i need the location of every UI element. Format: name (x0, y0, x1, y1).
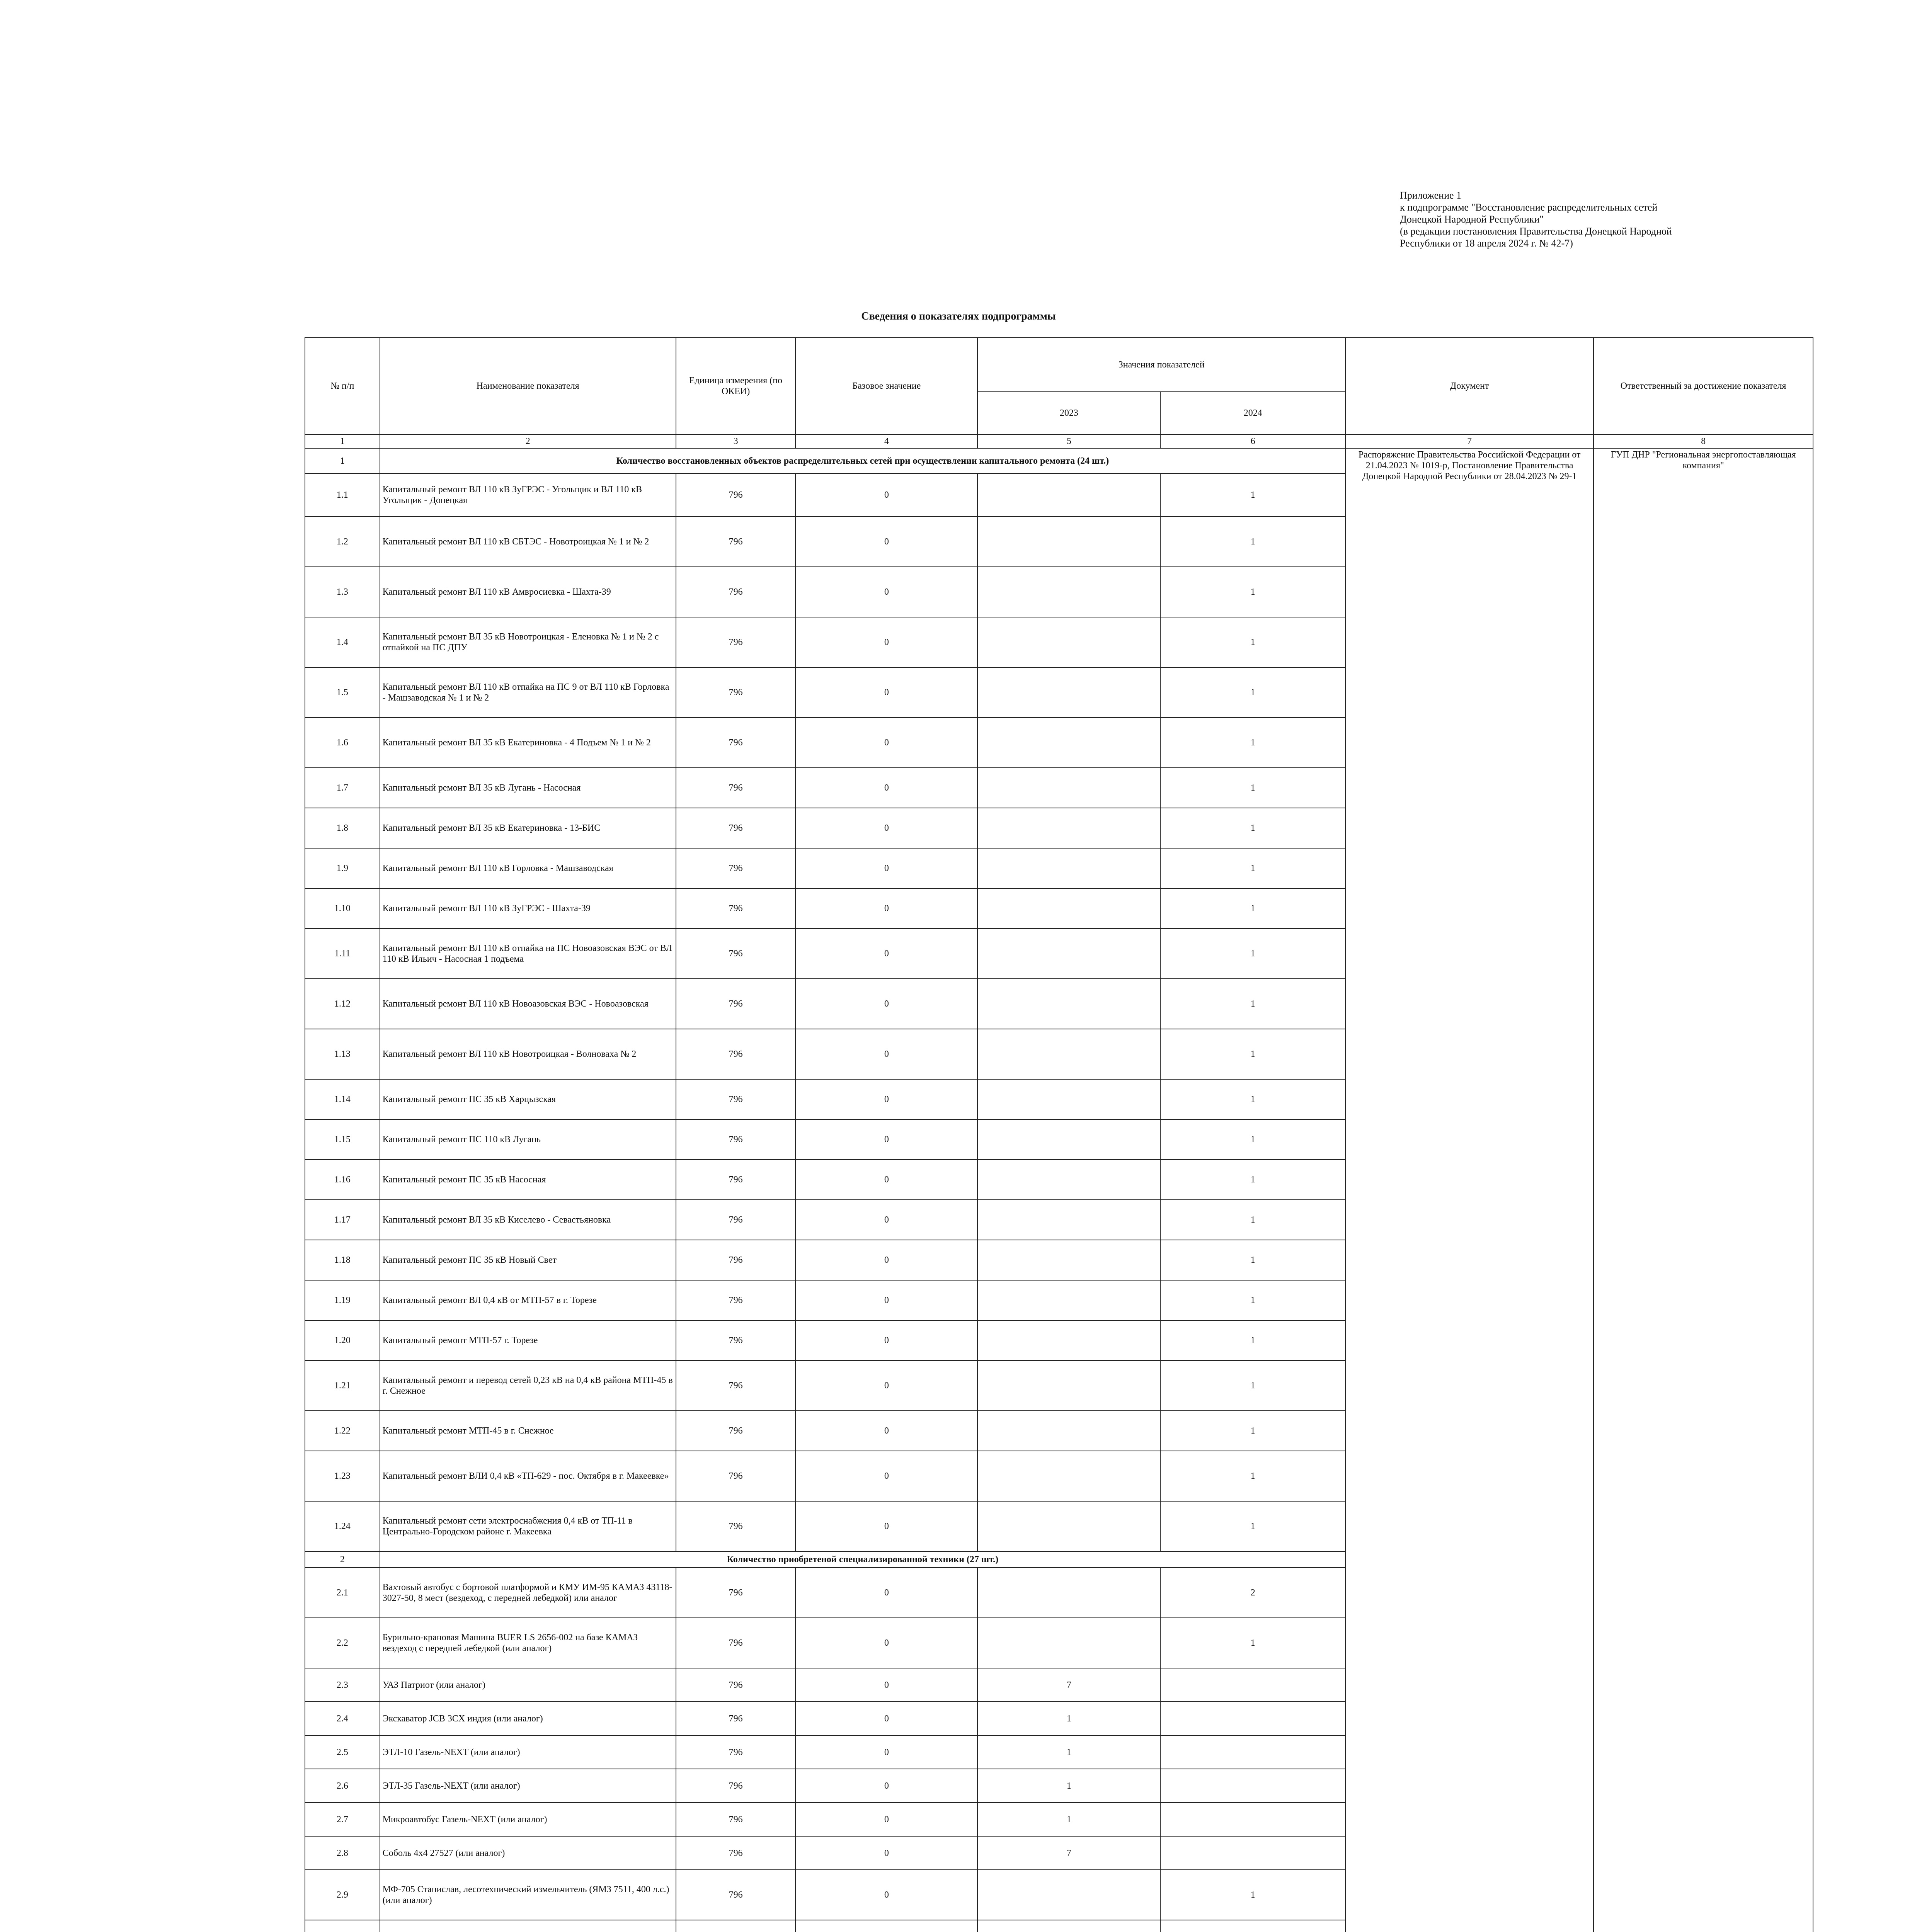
base-value: 0 (795, 888, 977, 929)
value-2023 (977, 1280, 1160, 1320)
value-2023: 7 (977, 1668, 1160, 1702)
unit-code: 796 (676, 888, 796, 929)
row-number: 1.10 (305, 888, 380, 929)
value-2023: 1 (977, 1702, 1160, 1735)
row-number: 1.9 (305, 848, 380, 888)
header-base: Базовое значение (795, 338, 977, 434)
base-value: 0 (795, 517, 977, 567)
unit-code: 796 (676, 1702, 796, 1735)
value-2024: 1 (1160, 1320, 1345, 1361)
value-2023 (977, 1618, 1160, 1668)
unit-code: 796 (676, 1836, 796, 1870)
value-2023 (977, 979, 1160, 1029)
indicator-name: Капитальный ремонт ПС 35 кВ Новый Свет (380, 1240, 676, 1280)
value-2024 (1160, 1735, 1345, 1769)
base-value: 0 (795, 1361, 977, 1411)
value-2024: 1 (1160, 1361, 1345, 1411)
value-2024: 1 (1160, 1240, 1345, 1280)
value-2023 (977, 1870, 1160, 1920)
appendix-line: Донецкой Народной Республики" (1400, 214, 1544, 225)
row-number: 1.5 (305, 667, 380, 718)
value-2024 (1160, 1702, 1345, 1735)
base-value: 0 (795, 1769, 977, 1803)
unit-code: 796 (676, 1240, 796, 1280)
section-title: Количество восстановленных объектов распределительных сетей при осуществлении капитального ремонта (24 шт.) (380, 448, 1345, 473)
value-2024: 2 (1160, 1568, 1345, 1618)
base-value: 0 (795, 929, 977, 979)
value-2023 (977, 1079, 1160, 1119)
value-2024: 1 (1160, 667, 1345, 718)
indicator-name: Капитальный ремонт ВЛ 0,4 кВ от МТП-57 в г. Торезе (380, 1280, 676, 1320)
base-value: 0 (795, 979, 977, 1029)
indicator-name: Бурильно-крановая Машина BUER LS 2656-002 на базе КАМАЗ вездеход с передней лебедкой (или аналог) (380, 1618, 676, 1668)
value-2023 (977, 617, 1160, 667)
row-number: 1.20 (305, 1320, 380, 1361)
row-number: 1.21 (305, 1361, 380, 1411)
unit-code: 796 (676, 1735, 796, 1769)
unit-code: 796 (676, 768, 796, 808)
section-number: 2 (305, 1551, 380, 1568)
base-value: 0 (795, 617, 977, 667)
unit-code (676, 1920, 796, 1932)
column-number: 7 (1345, 434, 1594, 448)
value-2023 (977, 808, 1160, 848)
row-number (305, 1920, 380, 1932)
row-number: 2.5 (305, 1735, 380, 1769)
row-number: 1.1 (305, 473, 380, 517)
value-2023 (977, 1361, 1160, 1411)
header-unit: Единица измерения (по ОКЕИ) (676, 338, 796, 434)
base-value: 0 (795, 848, 977, 888)
row-number: 2.8 (305, 1836, 380, 1870)
value-2024: 1 (1160, 617, 1345, 667)
row-number: 1.12 (305, 979, 380, 1029)
value-2023 (977, 1568, 1160, 1618)
column-number: 4 (795, 434, 977, 448)
base-value: 0 (795, 1870, 977, 1920)
value-2023 (977, 1501, 1160, 1551)
row-number: 1.17 (305, 1200, 380, 1240)
row-number: 1.4 (305, 617, 380, 667)
unit-code: 796 (676, 1618, 796, 1668)
value-2024: 1 (1160, 768, 1345, 808)
value-2024 (1160, 1920, 1345, 1932)
header-document: Документ (1345, 338, 1594, 434)
base-value: 0 (795, 1735, 977, 1769)
value-2024 (1160, 1836, 1345, 1870)
indicator-name: Капитальный ремонт ВЛ 110 кВ Горловка - Машзаводская (380, 848, 676, 888)
appendix-line: Республики от 18 апреля 2024 г. № 42-7) (1400, 238, 1573, 249)
base-value: 0 (795, 1501, 977, 1551)
unit-code: 796 (676, 1451, 796, 1501)
column-number: 2 (380, 434, 676, 448)
indicator-name: Капитальный ремонт ВЛ 110 кВ Амвросиевка - Шахта-39 (380, 567, 676, 617)
value-2024: 1 (1160, 473, 1345, 517)
value-2023 (977, 1029, 1160, 1079)
base-value: 0 (795, 1320, 977, 1361)
column-number: 8 (1594, 434, 1813, 448)
base-value: 0 (795, 1702, 977, 1735)
value-2024: 1 (1160, 1870, 1345, 1920)
indicator-name: Капитальный ремонт ВЛИ 0,4 кВ «ТП-629 - пос. Октября в г. Макеевке» (380, 1451, 676, 1501)
unit-code: 796 (676, 979, 796, 1029)
unit-code: 796 (676, 718, 796, 768)
value-2024: 1 (1160, 1160, 1345, 1200)
indicator-name: Капитальный ремонт ВЛ 35 кВ Екатериновка - 4 Подъем № 1 и № 2 (380, 718, 676, 768)
unit-code: 796 (676, 1501, 796, 1551)
indicator-name: ЭТЛ-35 Газель-NEXT (или аналог) (380, 1769, 676, 1803)
row-number: 1.2 (305, 517, 380, 567)
base-value: 0 (795, 1160, 977, 1200)
unit-code: 796 (676, 1320, 796, 1361)
indicator-name: Вахтовый автобус с бортовой платформой и КМУ ИМ-95 КАМАЗ 43118-3027-50, 8 мест (вездеход, с передней лебедкой) или аналог (380, 1568, 676, 1618)
indicator-name: Капитальный ремонт ВЛ 35 кВ Новотроицкая - Еленовка № 1 и № 2 с отпайкой на ПС ДПУ (380, 617, 676, 667)
value-2024: 1 (1160, 929, 1345, 979)
value-2023 (977, 1200, 1160, 1240)
document-title: Сведения о показателях подпрограммы (861, 310, 1056, 322)
value-2024 (1160, 1668, 1345, 1702)
unit-code: 796 (676, 1870, 796, 1920)
column-number: 3 (676, 434, 796, 448)
indicator-name: Капитальный ремонт МТП-57 г. Торезе (380, 1320, 676, 1361)
indicator-name: МФ-705 Станислав, лесотехнический измельчитель (ЯМЗ 7511, 400 л.с.) (или аналог) (380, 1870, 676, 1920)
indicator-name: Капитальный ремонт сети электроснабжения 0,4 кВ от ТП-11 в Центрально-Городском районе г. Макеевка (380, 1501, 676, 1551)
value-2024: 1 (1160, 1618, 1345, 1668)
value-2023 (977, 718, 1160, 768)
unit-code: 796 (676, 1029, 796, 1079)
unit-code: 796 (676, 667, 796, 718)
unit-code: 796 (676, 1280, 796, 1320)
indicator-name: Капитальный ремонт ПС 35 кВ Харцызская (380, 1079, 676, 1119)
value-2024: 1 (1160, 1280, 1345, 1320)
unit-code: 796 (676, 1119, 796, 1160)
appendix-line: (в редакции постановления Правительства Донецкой Народной (1400, 226, 1672, 237)
value-2023: 1 (977, 1735, 1160, 1769)
indicator-name: Капитальный ремонт ВЛ 110 кВ Новотроицкая - Волноваха № 2 (380, 1029, 676, 1079)
value-2023: 7 (977, 1836, 1160, 1870)
value-2023 (977, 848, 1160, 888)
indicator-name: Капитальный ремонт ПС 35 кВ Насосная (380, 1160, 676, 1200)
base-value: 0 (795, 1668, 977, 1702)
unit-code: 796 (676, 848, 796, 888)
indicator-name: Капитальный ремонт ВЛ 35 кВ Екатериновка - 13-БИС (380, 808, 676, 848)
value-2024: 1 (1160, 1079, 1345, 1119)
value-2023 (977, 768, 1160, 808)
base-value: 0 (795, 1411, 977, 1451)
indicator-name: Экскаватор JCB 3CX индия (или аналог) (380, 1702, 676, 1735)
value-2023: 1 (977, 1769, 1160, 1803)
value-2024: 1 (1160, 517, 1345, 567)
indicator-name: УАЗ Патриот (или аналог) (380, 1668, 676, 1702)
row-number: 1.14 (305, 1079, 380, 1119)
base-value: 0 (795, 1079, 977, 1119)
unit-code: 796 (676, 1803, 796, 1836)
value-2024: 1 (1160, 1411, 1345, 1451)
unit-code: 796 (676, 1769, 796, 1803)
indicator-name: Капитальный ремонт ПС 110 кВ Лугань (380, 1119, 676, 1160)
row-number: 2.7 (305, 1803, 380, 1836)
indicator-name (380, 1920, 676, 1932)
column-number: 5 (977, 434, 1160, 448)
value-2024: 1 (1160, 1200, 1345, 1240)
base-value (795, 1920, 977, 1932)
indicator-name: Капитальный ремонт ВЛ 110 кВ отпайка на ПС 9 от ВЛ 110 кВ Горловка - Машзаводская № 1 и № 2 (380, 667, 676, 718)
base-value: 0 (795, 567, 977, 617)
value-2023 (977, 667, 1160, 718)
appendix-line: к подпрограмме "Восстановление распределительных сетей (1400, 202, 1658, 213)
unit-code: 796 (676, 1079, 796, 1119)
base-value: 0 (795, 1836, 977, 1870)
indicator-name: Капитальный ремонт ВЛ 35 кВ Киселево - Севастьяновка (380, 1200, 676, 1240)
value-2024: 1 (1160, 848, 1345, 888)
responsible-cell: ГУП ДНР "Региональная энергопоставляющая компания" (1594, 448, 1813, 1932)
row-number: 1.24 (305, 1501, 380, 1551)
row-number: 1.7 (305, 768, 380, 808)
value-2023 (977, 473, 1160, 517)
row-number: 1.11 (305, 929, 380, 979)
row-number: 1.23 (305, 1451, 380, 1501)
base-value: 0 (795, 667, 977, 718)
value-2023 (977, 929, 1160, 979)
row-number: 1.8 (305, 808, 380, 848)
row-number: 2.6 (305, 1769, 380, 1803)
unit-code: 796 (676, 1361, 796, 1411)
unit-code: 796 (676, 1200, 796, 1240)
unit-code: 796 (676, 473, 796, 517)
row-number: 1.3 (305, 567, 380, 617)
unit-code: 796 (676, 1668, 796, 1702)
indicator-name: Микроавтобус Газель-NEXT (или аналог) (380, 1803, 676, 1836)
unit-code: 796 (676, 1411, 796, 1451)
row-number: 2.2 (305, 1618, 380, 1668)
unit-code: 796 (676, 808, 796, 848)
value-2024: 1 (1160, 718, 1345, 768)
value-2024: 1 (1160, 1451, 1345, 1501)
base-value: 0 (795, 1200, 977, 1240)
indicator-name: Капитальный ремонт ВЛ 110 кВ отпайка на ПС Новоазовская ВЭС от ВЛ 110 кВ Ильич - Насосная 1 подъема (380, 929, 676, 979)
header-num: № п/п (305, 338, 380, 434)
value-2024 (1160, 1803, 1345, 1836)
header-name: Наименование показателя (380, 338, 676, 434)
value-2023 (977, 1240, 1160, 1280)
row-number: 1.16 (305, 1160, 380, 1200)
value-2023: 1 (977, 1803, 1160, 1836)
value-2023 (977, 517, 1160, 567)
header-year-2024: 2024 (1160, 392, 1345, 434)
row-number: 1.6 (305, 718, 380, 768)
value-2024 (1160, 1769, 1345, 1803)
value-2023 (977, 1320, 1160, 1361)
unit-code: 796 (676, 617, 796, 667)
indicator-name: Капитальный ремонт ВЛ 35 кВ Лугань - Насосная (380, 768, 676, 808)
header-year-2023: 2023 (977, 392, 1160, 434)
row-number: 2.1 (305, 1568, 380, 1618)
indicator-name: Капитальный ремонт ВЛ 110 кВ ЗуГРЭС - Угольщик и ВЛ 110 кВ Угольщик - Донецкая (380, 473, 676, 517)
base-value: 0 (795, 1029, 977, 1079)
row-number: 2.4 (305, 1702, 380, 1735)
base-value: 0 (795, 768, 977, 808)
unit-code: 796 (676, 1568, 796, 1618)
section-number: 1 (305, 448, 380, 473)
indicator-name: Капитальный ремонт ВЛ 110 кВ Новоазовская ВЭС - Новоазовская (380, 979, 676, 1029)
unit-code: 796 (676, 567, 796, 617)
base-value: 0 (795, 1119, 977, 1160)
section-title: Количество приобретеной специализированной техники (27 шт.) (380, 1551, 1345, 1568)
row-number: 1.15 (305, 1119, 380, 1160)
value-2024: 1 (1160, 808, 1345, 848)
indicator-name: Соболь 4х4 27527 (или аналог) (380, 1836, 676, 1870)
value-2024: 1 (1160, 888, 1345, 929)
base-value: 0 (795, 1618, 977, 1668)
value-2023 (977, 888, 1160, 929)
value-2023 (977, 1119, 1160, 1160)
base-value: 0 (795, 1803, 977, 1836)
row-number: 2.9 (305, 1870, 380, 1920)
unit-code: 796 (676, 929, 796, 979)
indicators-table (305, 337, 1813, 1932)
base-value: 0 (795, 1280, 977, 1320)
indicator-name: Капитальный ремонт и перевод сетей 0,23 кВ на 0,4 кВ района МТП-45 в г. Снежное (380, 1361, 676, 1411)
value-2024: 1 (1160, 1501, 1345, 1551)
base-value: 0 (795, 1568, 977, 1618)
row-number: 1.13 (305, 1029, 380, 1079)
row-number: 1.18 (305, 1240, 380, 1280)
base-value: 0 (795, 1240, 977, 1280)
unit-code: 796 (676, 1160, 796, 1200)
value-2024: 1 (1160, 979, 1345, 1029)
indicator-name: Капитальный ремонт ВЛ 110 кВ ЗуГРЭС - Шахта-39 (380, 888, 676, 929)
value-2024: 1 (1160, 1029, 1345, 1079)
value-2023 (977, 1920, 1160, 1932)
table-body (305, 448, 1813, 1932)
appendix-header (1400, 189, 1844, 249)
value-2023 (977, 567, 1160, 617)
column-number: 6 (1160, 434, 1345, 448)
unit-code: 796 (676, 517, 796, 567)
indicator-name: Капитальный ремонт ВЛ 110 кВ СБТЭС - Новотроицкая № 1 и № 2 (380, 517, 676, 567)
column-number: 1 (305, 434, 380, 448)
value-2023 (977, 1160, 1160, 1200)
document-cell: Распоряжение Правительства Российской Федерации от 21.04.2023 № 1019-р, Постановление Правительства Донецкой Народной Республики от 28.04.2023 № 29-1 (1345, 448, 1594, 1932)
value-2024: 1 (1160, 567, 1345, 617)
appendix-line: Приложение 1 (1400, 190, 1462, 201)
header-responsible: Ответственный за достижение показателя (1594, 338, 1813, 434)
row-number: 1.19 (305, 1280, 380, 1320)
indicator-name: Капитальный ремонт МТП-45 в г. Снежное (380, 1411, 676, 1451)
base-value: 0 (795, 718, 977, 768)
value-2023 (977, 1411, 1160, 1451)
header-values: Значения показателей (977, 338, 1345, 392)
base-value: 0 (795, 1451, 977, 1501)
row-number: 1.22 (305, 1411, 380, 1451)
indicator-name: ЭТЛ-10 Газель-NEXT (или аналог) (380, 1735, 676, 1769)
value-2024: 1 (1160, 1119, 1345, 1160)
base-value: 0 (795, 808, 977, 848)
section-row (305, 448, 1813, 473)
base-value: 0 (795, 473, 977, 517)
row-number: 2.3 (305, 1668, 380, 1702)
value-2023 (977, 1451, 1160, 1501)
